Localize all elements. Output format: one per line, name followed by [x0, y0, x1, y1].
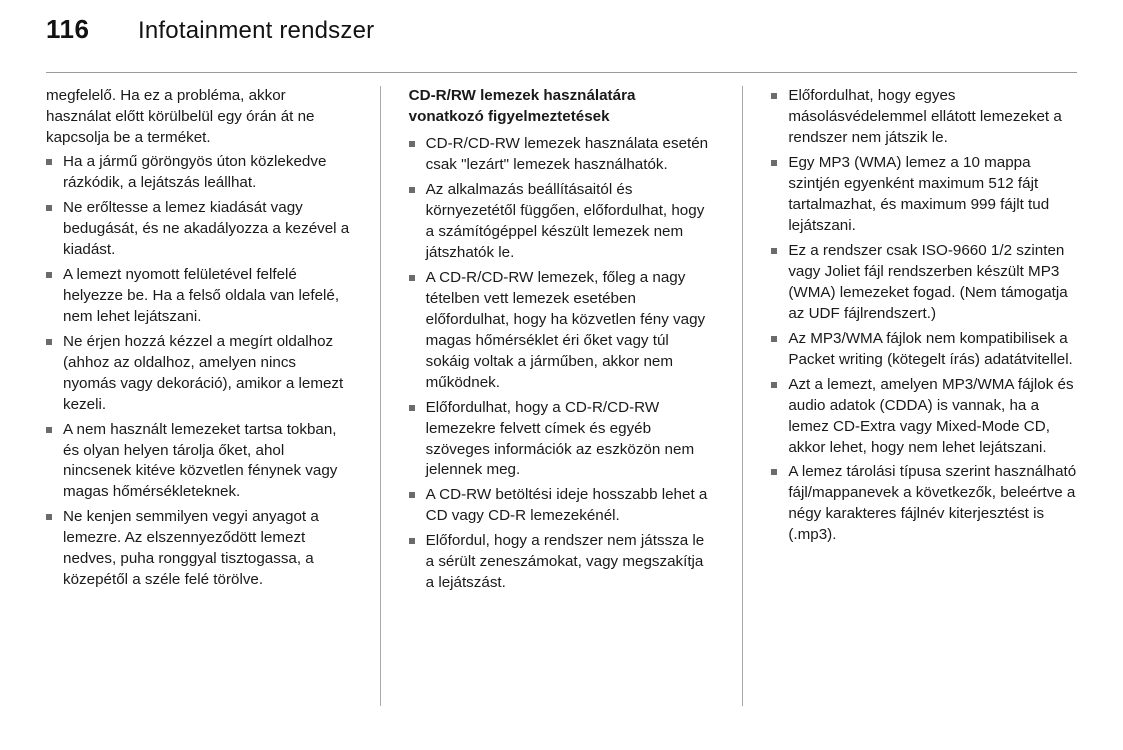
list-item — [46, 332, 352, 416]
bullet-marker-icon — [46, 205, 52, 211]
bullet-marker-icon — [46, 272, 52, 278]
page-header — [46, 14, 1077, 45]
list-item-text: A CD-RW betöltési ideje hosszabb lehet a CD vagy CD-R lemezekénél. — [425, 486, 708, 525]
bullet-marker-icon — [46, 427, 52, 433]
list-item — [409, 398, 715, 482]
list-item-text: Ez a rendszer csak ISO-9660 1/2 szinten vagy Joliet fájl rendszerben készült MP3 (WMA) lemezeket fogad. (Nem támogatja az UDF fájlrendszert.) — [788, 241, 1068, 322]
bullet-marker-icon — [771, 382, 777, 388]
bullet-marker-icon — [409, 492, 415, 498]
list-item — [409, 485, 715, 527]
list-item-text: Ne kenjen semmilyen vegyi anyagot a lemezre. Az elszennyeződött lemezt nedves, puha ronggyal tisztogassa, a közepétől a széle felé törölve. — [63, 508, 319, 589]
list-item — [46, 420, 352, 504]
bullet-marker-icon — [46, 339, 52, 345]
list-item-text: Egy MP3 (WMA) lemez a 10 mappa szintjén egyenként maximum 512 fájt tartalmazhat, és maximum 999 fájlt tud lejátszani. — [788, 153, 1050, 234]
list-item — [46, 198, 352, 261]
list-item — [771, 375, 1077, 459]
bullet-marker-icon — [771, 248, 777, 254]
bullet-marker-icon — [771, 336, 777, 342]
list-item-text: CD-R/CD-RW lemezek használata esetén csak "lezárt" lemezek használhatók. — [425, 134, 709, 173]
list-item — [46, 507, 352, 591]
list-item — [46, 265, 352, 328]
bullet-list-middle — [409, 134, 715, 594]
list-item — [409, 531, 715, 594]
bullet-list-left — [46, 152, 352, 591]
list-item — [771, 241, 1077, 325]
list-item-text: Az MP3/WMA fájlok nem kompatibilisek a Packet writing (kötegelt írás) adatátvitellel. — [788, 329, 1073, 368]
list-item-text: Előfordulhat, hogy egyes másolásvédelemmel ellátott lemezeket a rendszer nem játszik le. — [788, 87, 1062, 146]
bullet-marker-icon — [771, 93, 777, 99]
list-item-text: Ne erőltesse a lemez kiadását vagy bedugását, és ne akadályozza a kezével a kiadást. — [63, 198, 350, 258]
bullet-marker-icon — [771, 469, 777, 475]
list-item-text: Ne érjen hozzá kézzel a megírt oldalhoz (ahhoz az oldalhoz, amelyen nincs nyomás vagy dekoráció), amikor a lemezt kezeli. — [63, 332, 344, 413]
page-title: Infotainment rendszer — [138, 17, 375, 44]
column-right — [771, 86, 1077, 706]
list-item — [409, 268, 715, 394]
bullet-marker-icon — [409, 275, 415, 281]
lead-paragraph: megfelelő. Ha ez a probléma, akkor használat előtt körülbelül egy órán át ne kapcsolja be a terméket. — [46, 87, 315, 146]
column-left — [46, 86, 352, 706]
column-divider — [742, 86, 743, 706]
bullet-marker-icon — [771, 160, 777, 166]
bullet-list-right — [771, 86, 1077, 546]
page-number: 116 — [46, 14, 90, 44]
column-middle — [409, 86, 715, 706]
list-item — [771, 153, 1077, 237]
list-item-text: Az alkalmazás beállításaitól és környezetétől függően, előfordulhat, hogy a számítógéppel készült lemezek nem játszhatók le. — [425, 180, 705, 261]
bullet-marker-icon — [409, 187, 415, 193]
section-subheading: CD-R/RW lemezek használatára vonatkozó figyelmeztetések — [408, 87, 636, 125]
list-item-text: Előfordul, hogy a rendszer nem játssza le a sérült zeneszámokat, vagy megszakítja a lejátszást. — [425, 532, 705, 592]
list-item-text: A lemezt nyomott felületével felfelé helyezze be. Ha a felső oldala van lefelé, nem lehet lejátszani. — [63, 265, 340, 325]
list-item-text: Azt a lemezt, amelyen MP3/WMA fájlok és audio adatok (CDDA) is vannak, ha a lemez CD-Extra vagy Mixed-Mode CD, akkor lehet, hogy nem lehet lejátszani. — [788, 375, 1074, 456]
list-item — [771, 462, 1077, 546]
list-item — [46, 152, 352, 194]
bullet-marker-icon — [409, 538, 415, 544]
list-item-text: A nem használt lemezeket tartsa tokban, és olyan helyen tárolja őket, ahol nincsenek kitéve közvetlen fénynek vagy magas hőmérsékleteknek. — [63, 420, 338, 501]
bullet-marker-icon — [46, 159, 52, 165]
list-item — [409, 134, 715, 176]
header-divider — [46, 72, 1077, 73]
bullet-marker-icon — [409, 405, 415, 411]
list-item — [771, 86, 1077, 149]
list-item — [771, 329, 1077, 371]
list-item-text: Ha a jármű göröngyös úton közlekedve rázkódik, a lejátszás leállhat. — [63, 152, 327, 191]
bullet-marker-icon — [409, 141, 415, 147]
list-item-text: A CD-R/CD-RW lemezek, főleg a nagy tételben vett lemezek esetében előfordulhat, hogy ha közvetlen fény vagy magas hőmérséklet éri őket vagy túl sokáig voltak a járműben, akkor nem működnek. — [425, 268, 706, 391]
column-divider — [380, 86, 381, 706]
list-item — [409, 180, 715, 264]
list-item-text: A lemez tárolási típusa szerint használható fájl/mappanevek a következők, beleértve a négy karakteres fájlnév kiterjesztést is (.mp3). — [788, 463, 1077, 544]
bullet-marker-icon — [46, 514, 52, 520]
content-columns — [46, 86, 1077, 706]
list-item-text: Előfordulhat, hogy a CD-R/CD-RW lemezekre felvett címek és egyéb szöveges információk az eszközön nem jelennek meg. — [425, 398, 695, 479]
